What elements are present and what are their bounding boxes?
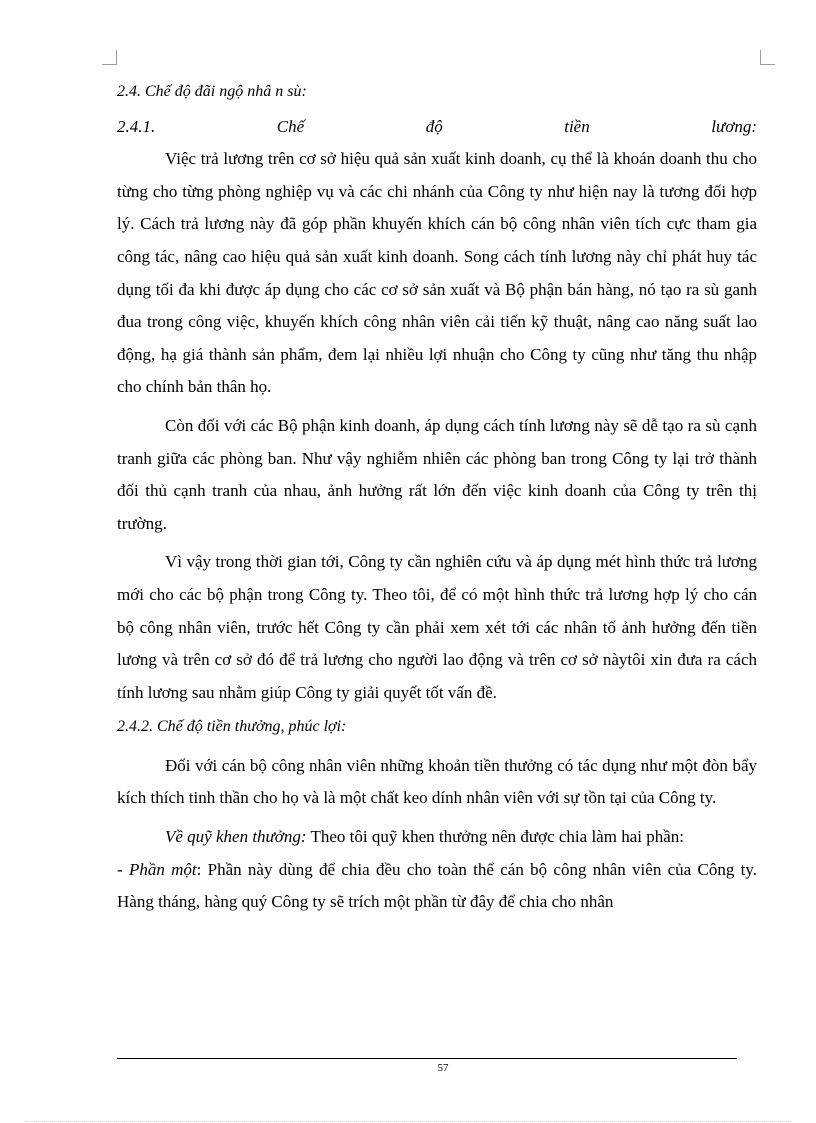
paragraph-business-departments: Còn đối với các Bộ phận kinh doanh, áp dụng cách tính lương này sẽ dễ tạo ra sù cạnh tranh giữa các phòng ban. Như vậy nghiễm nhiên các phòng ban trong Công ty lại trở thành đối thủ cạnh tranh của nhau, ảnh hưởng rất lớn đến việc kinh doanh của Công ty trên thị trường. <box>117 415 757 533</box>
part-one-text: : Phần này dùng để chia đều cho toàn thể cán bộ công nhân viên của Công ty. Hàng tháng, hàng quý Công ty sẽ trích một phần từ đây để chia cho nhân <box>117 859 757 912</box>
crop-mark-top-left <box>102 50 117 65</box>
heading-part: 2.4.1. <box>117 116 156 136</box>
paragraph-new-salary-form: Vì vậy trong thời gian tới, Công ty cần nghiên cứu và áp dụng mét hình thức trả lương mới cho các bộ phận trong Công ty. Theo tôi, để có một hình thức trả lương hợp lý cho cán bộ công nhân viên, trước hết Công ty cần phải xem xét tới các nhân tố ảnh hưởng đến tiền lương và trên cơ sở đó để trả lương cho người lao động và trên cơ sở nàytôi xin đưa ra cách tính lương sau nhằm giúp Công ty giải quyết tốt vấn đề. <box>117 552 757 702</box>
dash-bullet: - <box>117 859 129 879</box>
part-one-lead: Phần một <box>128 859 197 879</box>
document-body <box>117 76 757 919</box>
paragraph-salary-efficiency: Việc trả lương trên cơ sở hiệu quả sản xuất kinh doanh, cụ thể là khoán doanh thu cho từng cho từng phòng nghiệp vụ và các chi nhánh của Công ty như hiện nay là tương đối hợp lý. Cách trả lương này đã góp phần khuyến khích cán bộ công nhân viên tích cực tham gia công tác, nâng cao hiệu quả sản xuất kinh doanh. Song cách tính lương này chỉ phát huy tác dụng tối đa khi được áp dụng cho các cơ sở sản xuất và Bộ phận bán hàng, nó tạo ra sù ganh đua trong công việc, khuyến khích công nhân viên cải tiến kỹ thuật, nâng cao năng suất lao động, hạ giá thành sản phẩm, đem lại nhiều lợi nhuận cho Công ty cũng như tăng thu nhập cho chính bản thân họ. <box>117 149 757 397</box>
heading-part: độ <box>425 116 443 136</box>
footer-rule <box>117 1058 737 1059</box>
reward-fund-lead: Về quỹ khen thưởng: <box>165 827 307 847</box>
heading-section-2-4: 2.4. Chế độ đãi ngộ nhâ n sù: <box>117 83 307 100</box>
paragraph-part-one <box>117 854 757 919</box>
heading-part: tiền <box>564 116 590 136</box>
paragraph-bonus-effect: Đối với cán bộ công nhân viên những khoản tiền thưởng có tác dụng như một đòn bẩy kích thích tinh thần cho họ và là một chất keo dính nhân viên với sự tồn tại của Công ty. <box>117 755 757 808</box>
page-bottom-dotted-line <box>25 1121 791 1122</box>
heading-section-2-4-2: 2.4.2. Chế độ tiền thưởng, phúc lợi: <box>117 718 347 736</box>
heading-part: Chế <box>276 116 305 136</box>
heading-section-2-4-1 <box>117 111 757 144</box>
crop-mark-top-right <box>760 50 775 65</box>
reward-fund-text: Theo tôi quỹ khen thưởng nên được chia làm hai phần: <box>306 827 684 847</box>
paragraph-reward-fund <box>117 821 757 854</box>
heading-part: lương: <box>711 116 757 136</box>
page-number: 57 <box>437 1062 449 1074</box>
